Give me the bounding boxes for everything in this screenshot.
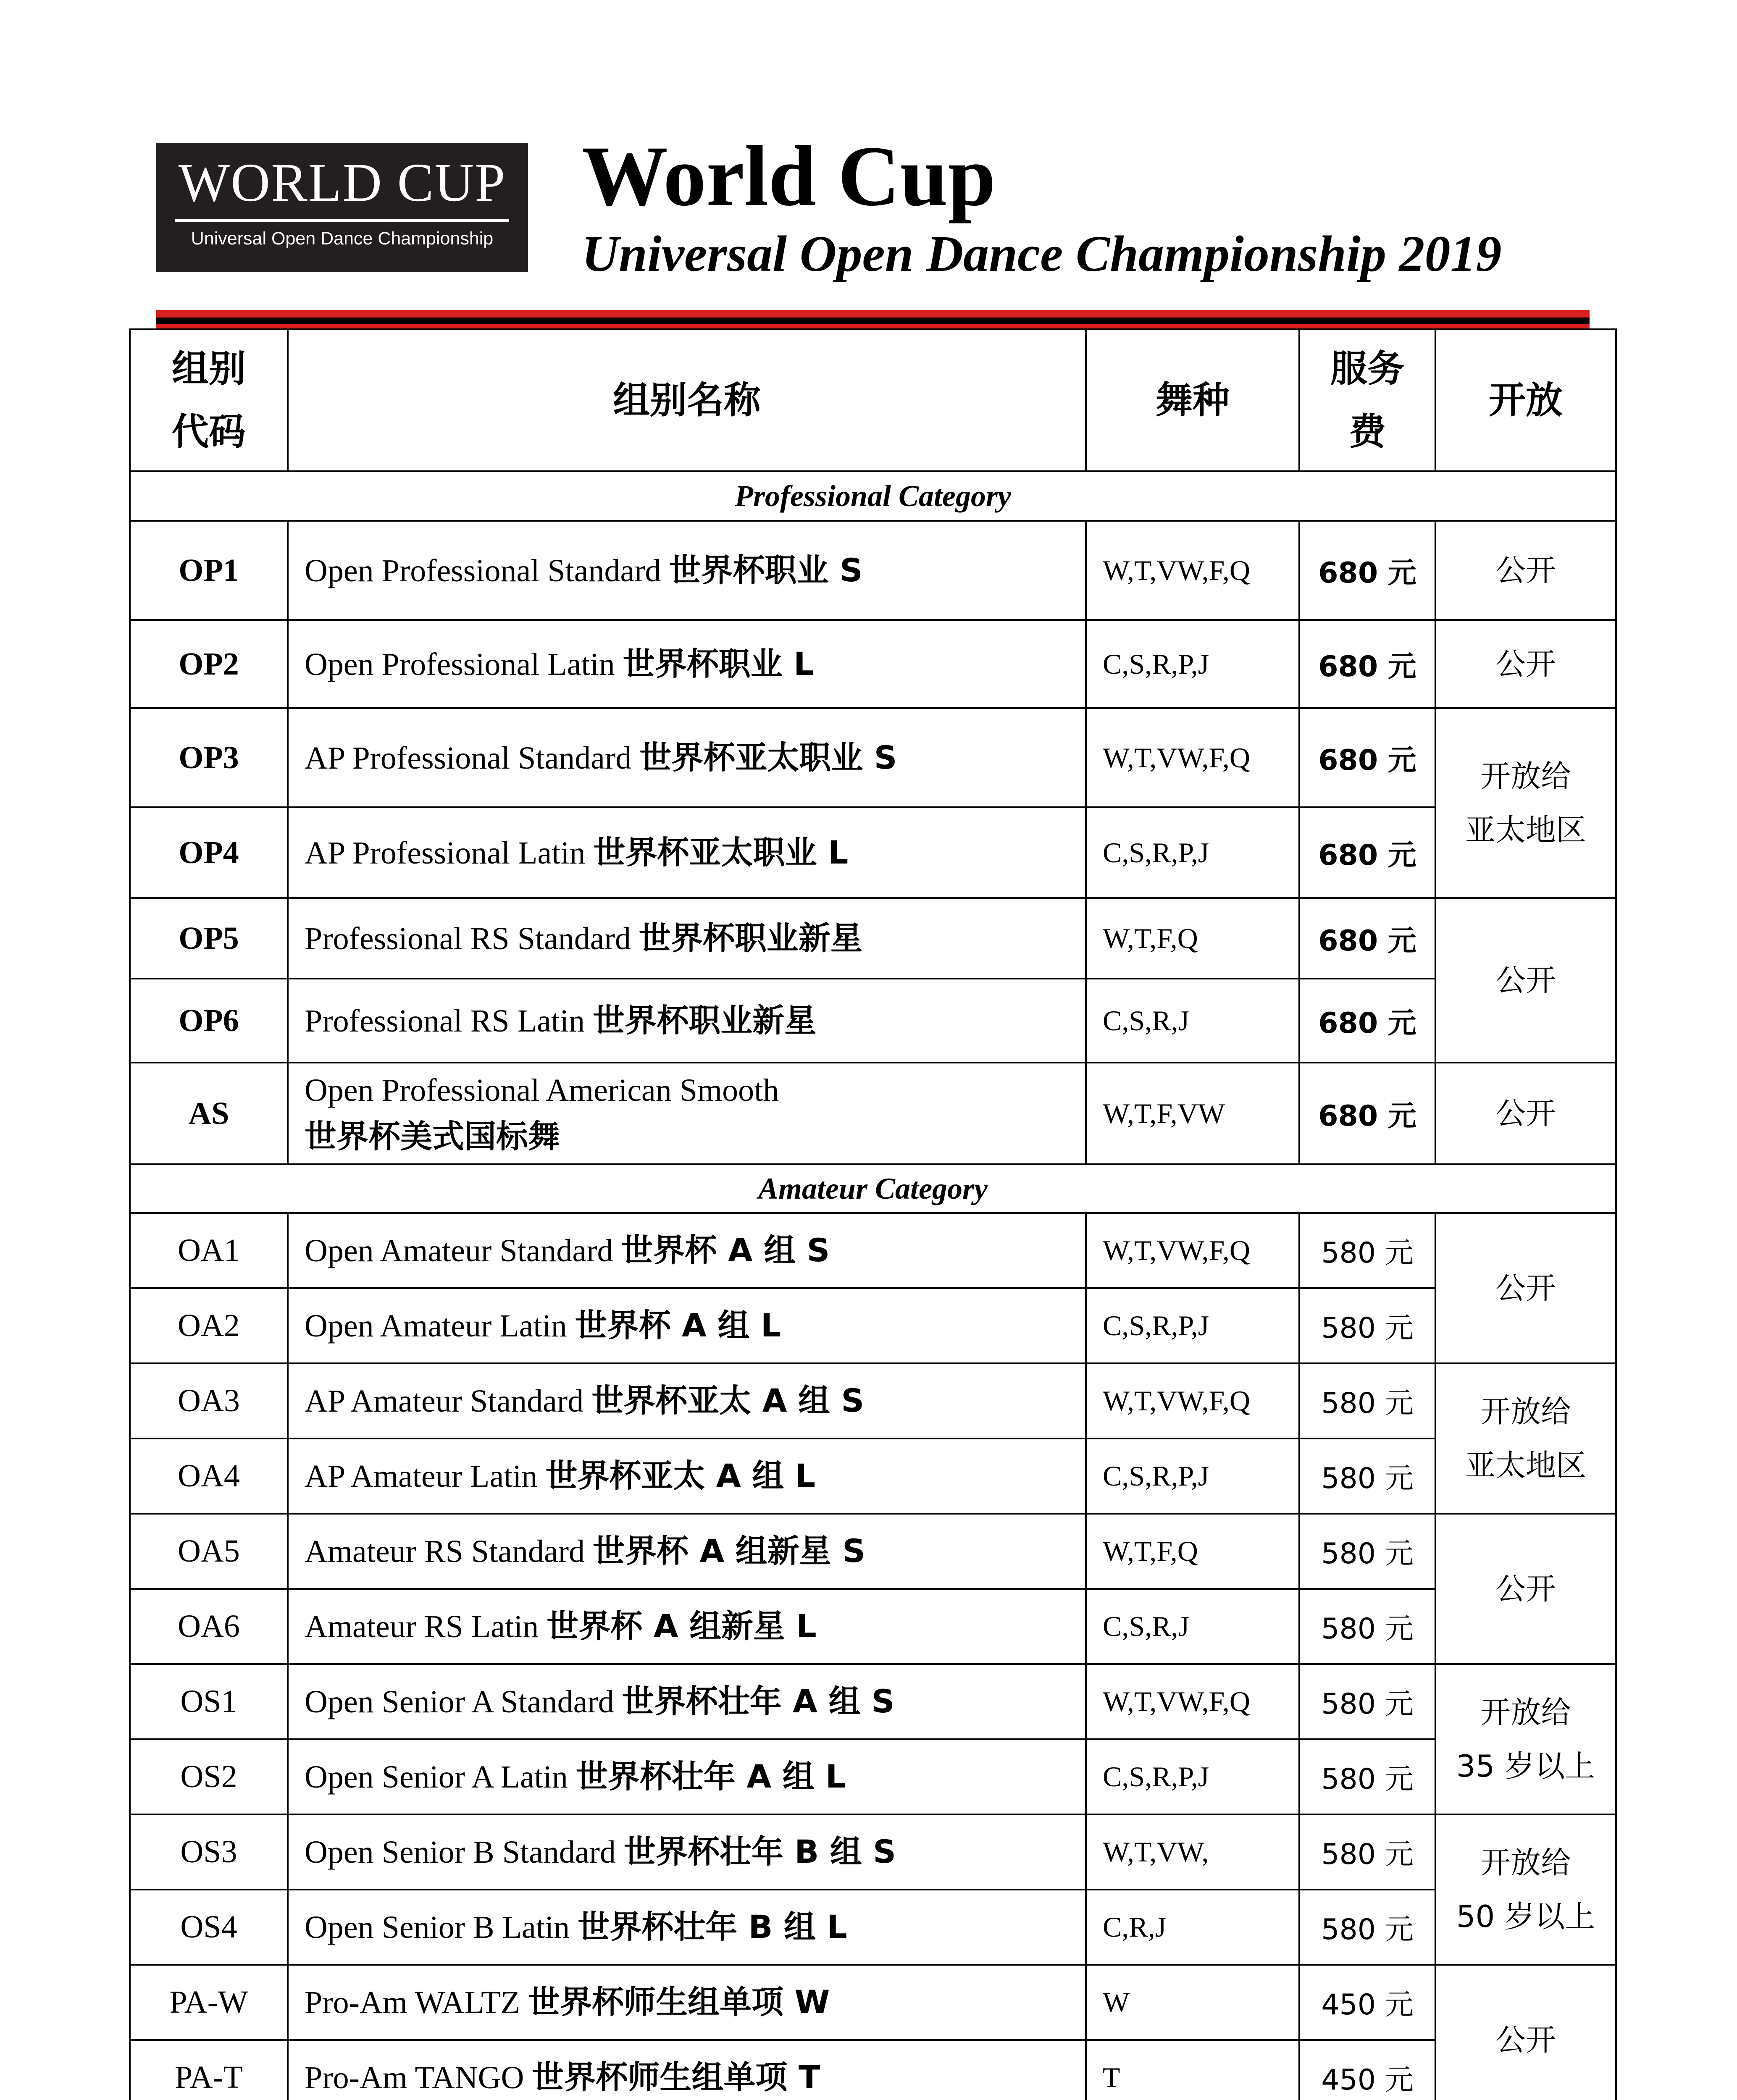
open-to-line1: 开放给: [1480, 759, 1571, 794]
group-code: OS3: [130, 1814, 288, 1890]
group-name-cn: 世界杯 A 组 L: [575, 1307, 781, 1344]
table-row: [130, 1814, 1616, 1890]
category-label: Professional Category: [130, 471, 1616, 521]
column-header-open: 开放: [1435, 329, 1616, 471]
group-name: [288, 1288, 1086, 1363]
table-row: [130, 1063, 1616, 1164]
group-name-cn: 世界杯职业新星: [639, 919, 862, 957]
group-name-cn: 世界杯职业 L: [623, 645, 814, 682]
dance-list: W,T,VW,F,Q: [1086, 1664, 1299, 1739]
dance-list: W,T,VW,F,Q: [1086, 1363, 1299, 1438]
open-to: [1435, 1363, 1616, 1514]
group-name-en: Open Senior B Latin: [305, 1910, 570, 1945]
group-name-en: AP Professional Standard: [305, 740, 632, 776]
service-fee: 680 元: [1299, 620, 1435, 708]
dance-list: C,S,R,P,J: [1086, 1288, 1299, 1363]
group-name-cn: 世界杯壮年 A 组 L: [575, 1758, 846, 1795]
group-code: OP3: [130, 708, 288, 807]
dance-list: W,T,F,VW: [1086, 1063, 1299, 1164]
column-header-fee-line1: 服务: [1330, 347, 1404, 390]
group-code: OA5: [130, 1514, 288, 1589]
logo-divider: [175, 219, 509, 222]
group-code: PA-W: [130, 1965, 288, 2040]
table-row: [130, 1514, 1616, 1589]
dance-list: W,T,VW,F,Q: [1086, 521, 1299, 620]
table-row: [130, 1288, 1616, 1363]
group-code: OS4: [130, 1890, 288, 1965]
group-name: [288, 2040, 1086, 2100]
open-to: 公开: [1435, 521, 1616, 620]
group-code: AS: [130, 1063, 288, 1164]
group-name: [288, 1965, 1086, 2040]
table-row: [130, 1890, 1616, 1965]
service-fee: 580 元: [1299, 1589, 1435, 1664]
open-to-line1: 开放给: [1480, 1695, 1571, 1730]
group-code: OP1: [130, 521, 288, 620]
group-name-en: Open Senior A Latin: [305, 1759, 568, 1795]
column-header-name: 组别名称: [288, 329, 1086, 471]
group-name-en: Professional RS Standard: [305, 921, 631, 956]
service-fee: 680 元: [1299, 807, 1435, 898]
group-name-en: Pro-Am WALTZ: [305, 1985, 520, 2020]
group-name-cn: 世界杯师生组单项 T: [532, 2058, 820, 2096]
header-rule-black: [156, 318, 1590, 324]
world-cup-logo: [156, 143, 528, 272]
group-name: [288, 1664, 1086, 1739]
group-name: [288, 708, 1086, 807]
category-fee-table: [129, 328, 1617, 2100]
group-name: [288, 1363, 1086, 1438]
service-fee: 680 元: [1299, 708, 1435, 807]
service-fee: 680 元: [1299, 1063, 1435, 1164]
open-to: 公开: [1435, 620, 1616, 708]
open-to: 公开: [1435, 898, 1616, 1063]
column-header-code: [130, 329, 288, 471]
dance-list: C,S,R,P,J: [1086, 807, 1299, 898]
group-name-en: Open Amateur Standard: [305, 1233, 613, 1268]
table-row: [130, 620, 1616, 708]
table-row: [130, 521, 1616, 620]
group-code: PA-T: [130, 2040, 288, 2100]
dance-list: C,R,J: [1086, 1890, 1299, 1965]
group-code: OS1: [130, 1664, 288, 1739]
open-to-line2: 50 岁以上: [1456, 1899, 1595, 1934]
group-name-en: Open Professional American Smooth: [305, 1073, 779, 1108]
header-rule-red-top: [156, 310, 1590, 318]
open-to: 公开: [1435, 1063, 1616, 1164]
group-code: OP6: [130, 979, 288, 1063]
table-row: [130, 807, 1616, 898]
service-fee: 580 元: [1299, 1814, 1435, 1890]
group-name-en: Open Professional Standard: [305, 553, 661, 588]
group-name-cn: 世界杯壮年 B 组 L: [578, 1908, 847, 1945]
service-fee: 580 元: [1299, 1514, 1435, 1589]
group-name: [288, 521, 1086, 620]
group-name-en: AP Amateur Standard: [305, 1383, 584, 1419]
service-fee: 450 元: [1299, 1965, 1435, 2040]
group-name-cn: 世界杯 A 组 S: [621, 1231, 830, 1269]
service-fee: 580 元: [1299, 1664, 1435, 1739]
group-code: OA6: [130, 1589, 288, 1664]
group-name-en: Amateur RS Standard: [305, 1534, 585, 1569]
table-row: [130, 1213, 1616, 1288]
group-name-en: AP Professional Latin: [305, 835, 586, 871]
group-name-en: Open Professional Latin: [305, 646, 615, 682]
group-name: [288, 1739, 1086, 1814]
group-name-cn: 世界杯美式国标舞: [305, 1118, 560, 1155]
dance-list: W,T,VW,: [1086, 1814, 1299, 1890]
group-name-cn: 世界杯职业新星: [593, 1001, 817, 1039]
category-row-professional: [130, 471, 1616, 521]
column-header-code-line1: 组别: [171, 347, 246, 390]
service-fee: 580 元: [1299, 1890, 1435, 1965]
table-row: [130, 1438, 1616, 1514]
group-name-cn: 世界杯壮年 A 组 S: [622, 1683, 895, 1720]
group-name-cn: 世界杯 A 组新星 S: [593, 1532, 865, 1570]
group-name: [288, 1589, 1086, 1664]
service-fee: 680 元: [1299, 898, 1435, 979]
open-to: 公开: [1435, 1965, 1616, 2100]
service-fee: 580 元: [1299, 1213, 1435, 1288]
group-code: OP2: [130, 620, 288, 708]
service-fee: 450 元: [1299, 2040, 1435, 2100]
table-row: [130, 708, 1616, 807]
column-header-fee: [1299, 329, 1435, 471]
logo-wordmark: WORLD CUP: [178, 152, 506, 213]
logo-tagline: Universal Open Dance Championship: [191, 228, 494, 249]
group-name: [288, 1063, 1086, 1164]
group-code: OA1: [130, 1213, 288, 1288]
group-code: OP5: [130, 898, 288, 979]
dance-list: W,T,F,Q: [1086, 1514, 1299, 1589]
group-name-cn: 世界杯亚太 A 组 S: [591, 1382, 865, 1419]
dance-list: T: [1086, 2040, 1299, 2100]
service-fee: 680 元: [1299, 979, 1435, 1063]
dance-list: W,T,VW,F,Q: [1086, 1213, 1299, 1288]
group-name: [288, 807, 1086, 898]
group-code: OP4: [130, 807, 288, 898]
group-name: [288, 620, 1086, 708]
service-fee: 580 元: [1299, 1363, 1435, 1438]
dance-list: C,S,R,P,J: [1086, 1739, 1299, 1814]
table-row: [130, 1363, 1616, 1438]
open-to: [1435, 1814, 1616, 1965]
open-to: 公开: [1435, 1514, 1616, 1664]
group-name: [288, 1438, 1086, 1514]
table-row: [130, 979, 1616, 1063]
group-code: OA2: [130, 1288, 288, 1363]
table-row: [130, 898, 1616, 979]
group-name-en: Amateur RS Latin: [305, 1609, 539, 1644]
column-header-code-line2: 代码: [171, 410, 246, 453]
group-name: [288, 1890, 1086, 1965]
open-to: 公开: [1435, 1213, 1616, 1363]
group-name-en: Pro-Am TANGO: [305, 2060, 524, 2095]
dance-list: W: [1086, 1965, 1299, 2040]
service-fee: 580 元: [1299, 1438, 1435, 1514]
group-name: [288, 1814, 1086, 1890]
group-code: OA3: [130, 1363, 288, 1438]
group-name: [288, 979, 1086, 1063]
dance-list: C,S,R,P,J: [1086, 620, 1299, 708]
open-to-line1: 开放给: [1480, 1394, 1571, 1429]
group-name-cn: 世界杯亚太职业 S: [639, 738, 897, 776]
group-name: [288, 1514, 1086, 1589]
page-title: World Cup: [582, 129, 996, 224]
group-name: [288, 1213, 1086, 1288]
group-name-cn: 世界杯职业 S: [669, 551, 863, 589]
page-subtitle: Universal Open Dance Championship 2019: [582, 226, 1502, 282]
group-code: OS2: [130, 1739, 288, 1814]
open-to-line2: 35 岁以上: [1456, 1748, 1595, 1784]
column-header-dance: 舞种: [1086, 329, 1299, 471]
table-row: [130, 1739, 1616, 1814]
category-label: Amateur Category: [130, 1164, 1616, 1213]
dance-list: C,S,R,J: [1086, 1589, 1299, 1664]
table-row: [130, 1664, 1616, 1739]
group-name-en: Professional RS Latin: [305, 1003, 585, 1039]
group-name-en: AP Amateur Latin: [305, 1459, 538, 1494]
open-to-line2: 亚太地区: [1465, 812, 1586, 848]
open-to: [1435, 708, 1616, 898]
dance-list: C,S,R,J: [1086, 979, 1299, 1063]
group-name-en: Open Amateur Latin: [305, 1308, 567, 1344]
group-name-cn: 世界杯 A 组新星 L: [547, 1607, 817, 1645]
group-name-cn: 世界杯亚太职业 L: [593, 833, 849, 871]
service-fee: 580 元: [1299, 1739, 1435, 1814]
open-to-line2: 亚太地区: [1465, 1448, 1586, 1483]
table-row: [130, 2040, 1616, 2100]
group-name: [288, 898, 1086, 979]
group-name-cn: 世界杯师生组单项 W: [528, 1983, 830, 2021]
header-rule-red-bottom: [156, 324, 1590, 328]
column-header-fee-line2: 费: [1348, 410, 1386, 453]
table-row: [130, 1589, 1616, 1664]
service-fee: 680 元: [1299, 521, 1435, 620]
group-name-cn: 世界杯壮年 B 组 S: [623, 1833, 896, 1870]
group-name-cn: 世界杯亚太 A 组 L: [545, 1457, 816, 1494]
group-name-en: Open Senior A Standard: [305, 1684, 614, 1719]
table-header-row: [130, 329, 1616, 471]
table-row: [130, 1965, 1616, 2040]
open-to-line1: 开放给: [1480, 1845, 1571, 1880]
open-to: [1435, 1664, 1616, 1814]
dance-list: W,T,F,Q: [1086, 898, 1299, 979]
group-code: OA4: [130, 1438, 288, 1514]
service-fee: 580 元: [1299, 1288, 1435, 1363]
dance-list: C,S,R,P,J: [1086, 1438, 1299, 1514]
dance-list: W,T,VW,F,Q: [1086, 708, 1299, 807]
group-name-en: Open Senior B Standard: [305, 1835, 616, 1870]
category-row-amateur: [130, 1164, 1616, 1213]
